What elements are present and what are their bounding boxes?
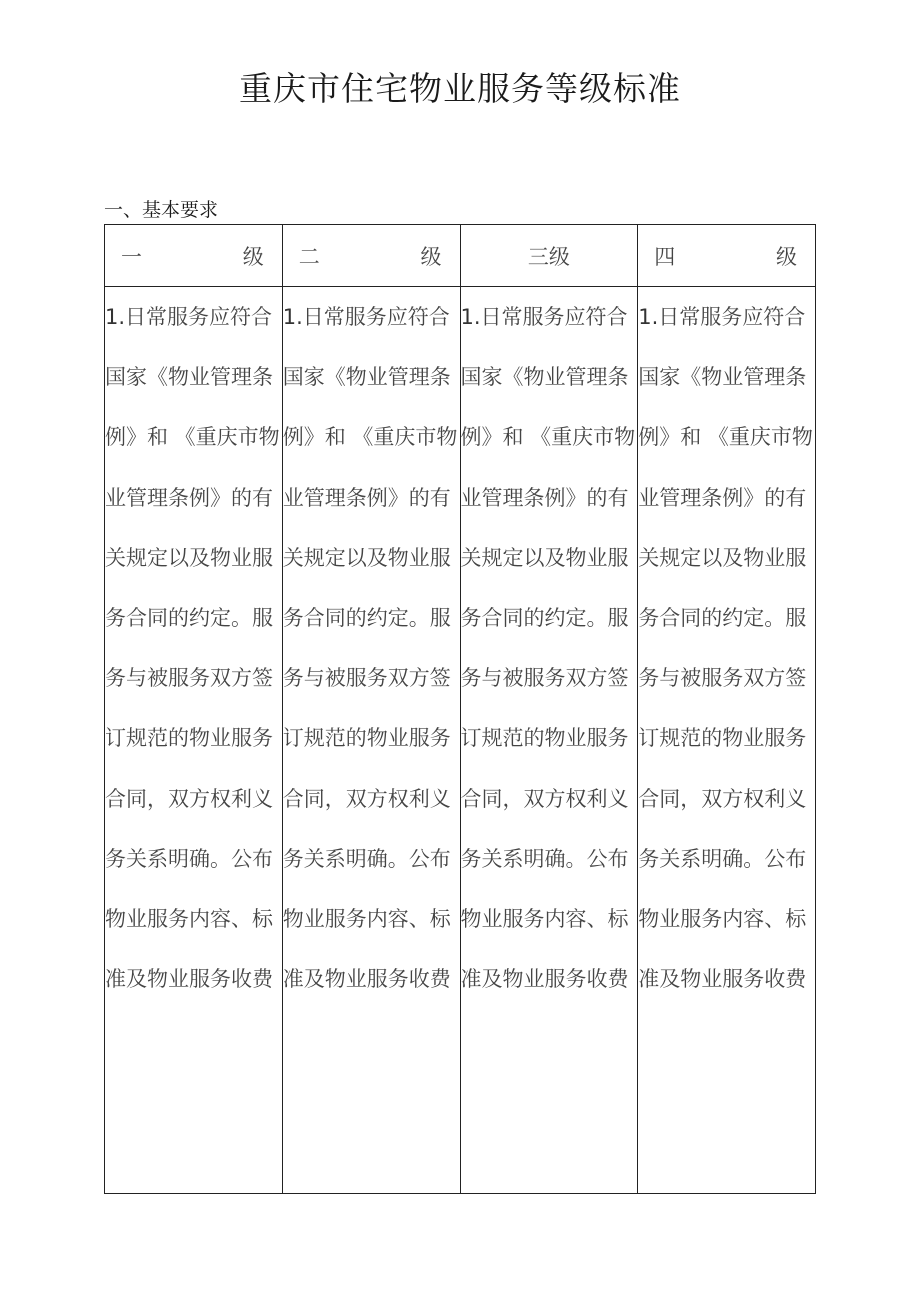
requirement-text: 日常服务应符合国家《物业管理条例》和 《重庆市物业管理条例》的有关规定以及物业服务合同的约定。服务与被服务双方签订规范的物业服务合同，双方权利义务关系明确。公布物业服务内容、标准及物业服务收费 [460, 305, 636, 992]
header-level-3-label: 三级 [527, 244, 570, 269]
requirement-text: 日常服务应符合国家《物业管理条例》和 《重庆市物业管理条例》的有关规定以及物业服务合同的约定。服务与被服务双方签订规范的物业服务合同，双方权利义务关系明确。公布物业服务内容、标准及物业服务收费 [105, 305, 280, 992]
header-level-1-suffix: 级 [242, 244, 264, 269]
item-number: 1. [460, 305, 481, 329]
cell-level-2 [282, 287, 460, 1194]
requirement-text: 日常服务应符合国家《物业管理条例》和 《重庆市物业管理条例》的有关规定以及物业服务合同的约定。服务与被服务双方签订规范的物业服务合同，双方权利义务关系明确。公布物业服务内容、标准及物业服务收费 [282, 305, 458, 992]
header-level-4-suffix: 级 [776, 244, 797, 269]
header-level-4 [638, 225, 816, 287]
header-level-1-number: 一 [121, 244, 142, 269]
item-number: 1. [638, 305, 659, 329]
item-number: 1. [105, 305, 126, 329]
header-level-1 [105, 225, 283, 287]
cell-level-4 [638, 287, 816, 1194]
item-number: 1. [282, 305, 303, 329]
cell-level-3 [460, 287, 638, 1194]
cell-level-1 [105, 287, 283, 1194]
table-row [105, 287, 816, 1194]
table-header-row [105, 225, 816, 287]
requirement-text: 日常服务应符合国家《物业管理条例》和 《重庆市物业管理条例》的有关规定以及物业服务合同的约定。服务与被服务双方签订规范的物业服务合同，双方权利义务关系明确。公布物业服务内容、标准及物业服务收费 [638, 305, 813, 992]
document-title: 重庆市住宅物业服务等级标准 [239, 69, 681, 108]
header-level-3 [460, 225, 638, 287]
header-level-2-number: 二 [298, 244, 320, 269]
header-level-2 [282, 225, 460, 287]
service-level-table [104, 224, 816, 1194]
header-level-4-number: 四 [654, 244, 676, 269]
section-heading: 一、基本要求 [104, 199, 219, 221]
header-level-2-suffix: 级 [420, 244, 442, 269]
